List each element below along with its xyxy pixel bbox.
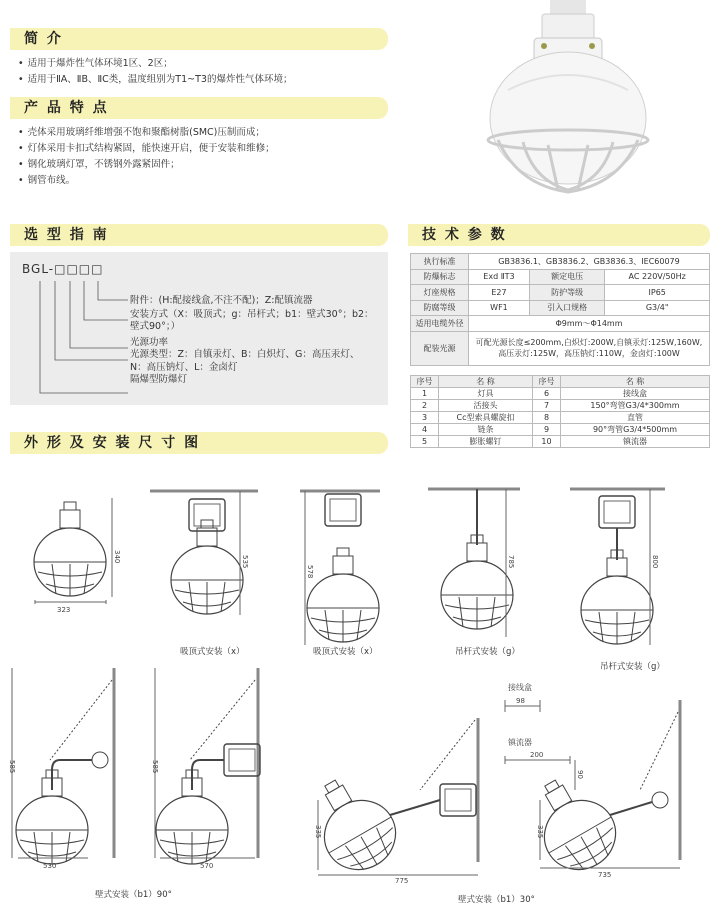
table-header: 序号 (533, 376, 561, 388)
tech-value: G3/4" (605, 300, 710, 316)
table-cell: 镇流器 (561, 436, 710, 448)
table-cell: 90°弯管G3/4*500mm (561, 424, 710, 436)
tech-value: E27 (469, 285, 530, 301)
intro-heading: 简 介 (10, 28, 388, 50)
table-cell: 7 (533, 400, 561, 412)
tech-label: 防护等级 (529, 285, 604, 301)
legend-line: 光源类型：Z：自镇汞灯、B：白炽灯、G：高压汞灯、 (130, 349, 360, 360)
dim-label: 800 (651, 555, 659, 569)
caption: 壁式安装（b1）90° (95, 890, 172, 900)
tech-value: Exd ⅡT3 (469, 269, 530, 285)
legend-line: 安装方式（X：吸顶式；g：吊杆式；b1：壁式30°；b2： (130, 308, 374, 320)
tech-label: 执行标准 (411, 254, 469, 270)
caption: 吊杆式安装（g） (600, 662, 665, 672)
dim-label: 335 (536, 825, 544, 839)
tech-label: 配装光源 (411, 331, 469, 365)
tech-value: 高压汞灯:125W，高压钠灯:110W，金卤灯:100W (498, 349, 680, 358)
dim-label: 735 (598, 871, 612, 879)
table-cell: 150°弯管G3/4*300mm (561, 400, 710, 412)
features-heading: 产 品 特 点 (10, 97, 388, 119)
dim-label: 535 (241, 555, 249, 569)
dim-label: 530 (43, 862, 57, 870)
tech-value: AC 220V/50Hz (605, 269, 710, 285)
selection-heading: 选 型 指 南 (10, 224, 388, 246)
dim-label: 585 (151, 760, 159, 774)
tech-label: 适用电缆外径 (411, 316, 469, 332)
dims-heading: 外 形 及 安 装 尺 寸 图 (10, 432, 388, 454)
table-cell: 5 (411, 436, 439, 448)
tech-label: 引入口规格 (529, 300, 604, 316)
table-header: 名 称 (439, 376, 533, 388)
table-header: 名 称 (561, 376, 710, 388)
table-cell: 8 (533, 412, 561, 424)
table-cell: 9 (533, 424, 561, 436)
junction-box-label: 接线盒 (508, 683, 532, 692)
tech-label: 灯座规格 (411, 285, 469, 301)
tech-value: 可配光源长度≤200mm,白炽灯:200W,自镇汞灯:125W,160W, (475, 338, 703, 347)
ballast-label: 镇流器 (508, 738, 532, 747)
dim-label: 200 (530, 751, 544, 759)
table-cell: 10 (533, 436, 561, 448)
table-cell: 4 (411, 424, 439, 436)
list-item: • 灯体采用卡扣式结构紧固，能快速开启，便于安装和维修； (18, 141, 275, 157)
tech-value: IP65 (605, 285, 710, 301)
dim-label: 335 (314, 825, 322, 839)
caption: 吸顶式安装（x） (313, 647, 378, 657)
list-item: • 壳体采用玻璃纤维增强不饱和聚酯树脂(SMC)压制而成； (18, 125, 275, 141)
dim-label: 775 (395, 877, 409, 885)
table-cell: 接线盒 (561, 388, 710, 400)
legend-line: 隔爆型防爆灯 (130, 374, 188, 385)
table-cell: 链条 (439, 424, 533, 436)
dim-label: 90 (576, 770, 584, 779)
legend-line: 附件：(H:配接线盒,不注不配)；Z:配镇流器 (130, 295, 313, 306)
dim-label: 785 (507, 555, 515, 569)
dim-label: 340 (113, 550, 121, 564)
tech-value: Φ9mm～Φ14mm (469, 316, 710, 332)
table-cell: 6 (533, 388, 561, 400)
table-cell: 直管 (561, 412, 710, 424)
tech-label: 防爆标志 (411, 269, 469, 285)
legend-line: N：高压钠灯、L：金卤灯 (130, 361, 238, 373)
tech-label: 防腐等级 (411, 300, 469, 316)
list-item: • 钢管布线。 (18, 173, 275, 189)
list-item: • 适用于爆炸性气体环境1区、2区； (18, 56, 292, 72)
table-cell: 膨胀螺钉 (439, 436, 533, 448)
dim-label: 585 (8, 760, 16, 774)
tech-value: GB3836.1、GB3836.2、GB3836.3、IEC60079 (469, 254, 710, 270)
dim-label: 98 (516, 697, 525, 705)
table-cell: 1 (411, 388, 439, 400)
model-code: BGL-□□□□ (22, 262, 104, 276)
dim-label: 578 (306, 565, 314, 579)
tech-value: WF1 (469, 300, 530, 316)
list-item: • 钢化玻璃灯罩，不锈钢外露紧固件； (18, 157, 275, 173)
table-header: 序号 (411, 376, 439, 388)
dim-label: 323 (57, 606, 71, 614)
tech-heading: 技 术 参 数 (408, 224, 710, 246)
caption: 壁式安装（b1）30° (458, 895, 535, 905)
table-cell: 3 (411, 412, 439, 424)
table-cell: 灯具 (439, 388, 533, 400)
caption: 吊杆式安装（g） (455, 647, 520, 657)
table-cell: Cc型索具螺旋扣 (439, 412, 533, 424)
dim-label: 570 (200, 862, 214, 870)
table-cell: 2 (411, 400, 439, 412)
legend-line: 壁式90°；） (130, 321, 181, 332)
table-cell: 活接头 (439, 400, 533, 412)
list-item: • 适用于ⅡA、ⅡB、ⅡC类，温度组别为T1~T3的爆炸性气体环境； (18, 72, 292, 88)
tech-label: 额定电压 (529, 269, 604, 285)
legend-line: 光源功率 (130, 336, 169, 348)
caption: 吸顶式安装（x） (180, 647, 245, 657)
